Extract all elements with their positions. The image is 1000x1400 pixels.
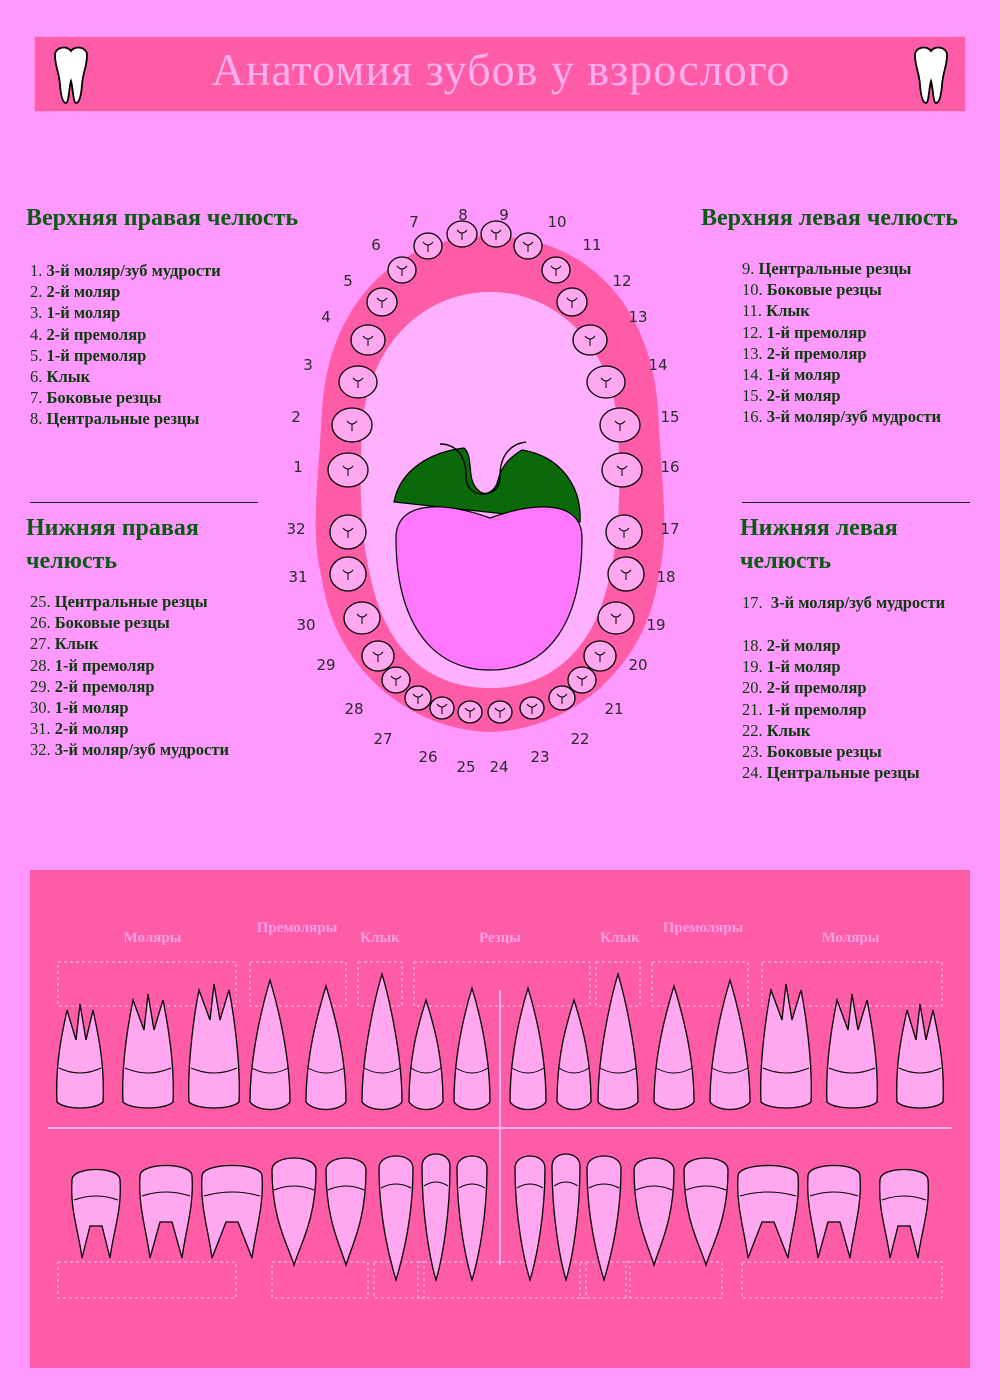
group-label-premolars: Премоляры [256, 920, 338, 936]
lower-left-jaw-title-1: Нижняя левая [740, 515, 898, 541]
lower-tooth-13 [684, 1158, 728, 1265]
upper-tooth-2 [123, 994, 174, 1108]
lower-tooth-2 [140, 1166, 193, 1259]
tooth-number: 5 [343, 272, 353, 290]
list-item: 29. 2-й премоляр [30, 676, 155, 696]
list-item: 9. Центральные резцы [742, 259, 912, 278]
tooth-number: 32 [286, 520, 306, 538]
upper-tooth-15 [827, 994, 878, 1108]
group-bracket [626, 1262, 722, 1298]
list-item: 1. 3-й моляр/зуб мудрости [30, 261, 221, 280]
tooth-number: 31 [288, 568, 308, 586]
upper-tooth-1 [57, 1004, 104, 1108]
upper-right-jaw-section [26, 202, 298, 235]
upper-tooth-10 [557, 1000, 591, 1110]
lower-right-jaw-title-1: Нижняя правая [26, 515, 199, 541]
lower-left-jaw-section [740, 512, 898, 578]
tooth-number: 17 [660, 520, 680, 538]
lower-tooth-3 [202, 1166, 263, 1259]
list-item: 31. 2-й моляр [30, 719, 129, 739]
group-label-molars: Моляры [123, 930, 182, 946]
upper-left-jaw-list [742, 258, 941, 428]
list-item: 25. Центральные резцы [30, 592, 208, 611]
tooth-number: 10 [547, 213, 567, 231]
tooth-number: 25 [456, 758, 476, 776]
tooth-number: 2 [291, 408, 301, 426]
page-title: Анатомия зубов у взрослого [211, 44, 791, 95]
list-item: 32. 3-й моляр/зуб мудрости [30, 740, 229, 760]
lower-tooth-5 [326, 1158, 366, 1265]
tooth-icon [909, 45, 953, 105]
group-bracket [272, 1262, 368, 1298]
list-item: 22. Клык [742, 720, 811, 740]
tooth-number: 12 [612, 272, 632, 290]
teeth-chart [30, 870, 970, 1368]
group-label-canine: Клык [600, 930, 640, 946]
lower-tooth-15 [808, 1166, 861, 1259]
tooth-number: 22 [570, 730, 590, 748]
list-item: 26. Боковые резцы [30, 613, 170, 633]
list-item: 5. 1-й премоляр [30, 345, 147, 365]
tooth-number: 6 [371, 236, 381, 254]
upper-tooth-13 [710, 980, 750, 1110]
tooth-number: 29 [316, 656, 336, 674]
group-bracket [418, 1262, 586, 1298]
upper-left-jaw-section [701, 202, 958, 235]
tooth-number: 1 [293, 458, 303, 476]
lower-tooth-6 [379, 1156, 413, 1280]
tooth-number: 8 [458, 206, 468, 224]
upper-right-jaw-list [30, 260, 221, 430]
title-banner [34, 36, 966, 112]
tooth-number: 11 [582, 236, 602, 254]
mouth-diagram [270, 200, 710, 790]
tooth-number: 9 [499, 206, 509, 224]
tooth-number: 7 [409, 213, 419, 231]
tooth-number: 30 [296, 616, 316, 634]
upper-tooth-14 [761, 984, 812, 1108]
upper-tooth-6 [362, 974, 402, 1110]
list-item: 16. 3-й моляр/зуб мудрости [742, 407, 941, 427]
lower-tooth-12 [634, 1158, 674, 1265]
lower-tooth-16 [880, 1170, 929, 1259]
list-item: 27. Клык [30, 634, 99, 654]
upper-tooth-11 [598, 974, 638, 1110]
tooth-number: 21 [604, 700, 624, 718]
list-item: 30. 1-й моляр [30, 697, 129, 717]
tooth-number: 26 [418, 748, 438, 766]
list-item: 6. Клык [30, 366, 91, 386]
list-item: 3. 1-й моляр [30, 303, 121, 323]
list-item: 19. 1-й моляр [742, 657, 841, 677]
teeth-chart-panel [30, 870, 970, 1368]
upper-tooth-4 [250, 980, 290, 1110]
lower-right-jaw-title-2: челюсть [26, 548, 118, 574]
group-label-incisors: Резцы [478, 930, 521, 946]
tooth-number: 23 [530, 748, 550, 766]
list-item: 20. 2-й премоляр [742, 678, 867, 698]
tooth-number: 27 [373, 730, 393, 748]
list-item: 18. 2-й моляр [742, 636, 841, 655]
group-label-premolars: Премоляры [662, 920, 744, 936]
list-item: 10. Боковые резцы [742, 280, 882, 300]
lower-left-jaw-title-2: челюсть [740, 548, 832, 574]
lower-right-jaw-section [26, 512, 199, 578]
tooth-number: 16 [660, 458, 680, 476]
group-label-molars: Моляры [821, 930, 880, 946]
upper-tooth-3 [189, 984, 240, 1108]
list-item: 12. 1-й премоляр [742, 322, 867, 342]
tooth-number: 4 [321, 308, 331, 326]
group-bracket [58, 1262, 236, 1298]
group-bracket [414, 962, 590, 1006]
lower-left-jaw-list [742, 635, 920, 783]
tooth-number: 28 [344, 700, 364, 718]
list-item: 8. Центральные резцы [30, 409, 200, 429]
tooth-number: 13 [628, 308, 648, 326]
divider [30, 502, 258, 503]
list-item: 24. Центральные резцы [742, 763, 920, 783]
list-item: 21. 1-й премоляр [742, 699, 867, 719]
lower-tooth-10 [552, 1154, 580, 1280]
tooth-number: 15 [660, 408, 680, 426]
tooth-number: 3 [303, 356, 313, 374]
list-item: 14. 1-й моляр [742, 364, 841, 384]
upper-tooth-5 [306, 986, 346, 1110]
list-item: 2. 2-й моляр [30, 282, 121, 302]
upper-left-jaw-title: Верхняя левая челюсть [701, 205, 958, 231]
list-item: 13. 2-й премоляр [742, 343, 867, 363]
upper-tooth-16 [897, 1004, 944, 1108]
list-item: 28. 1-й премоляр [30, 655, 155, 675]
lower-tooth-14 [738, 1166, 799, 1259]
group-bracket [742, 1262, 942, 1298]
upper-tooth-12 [654, 986, 694, 1110]
list-item: 15. 2-й моляр [742, 386, 841, 406]
list-item: 11. Клык [742, 301, 810, 321]
upper-tooth-7 [409, 1000, 443, 1110]
list-item: 7. Боковые резцы [30, 388, 162, 408]
lower-right-jaw-list [30, 591, 229, 761]
tooth-number: 14 [648, 356, 668, 374]
lower-tooth-4 [272, 1158, 316, 1265]
tooth-number: 18 [656, 568, 676, 586]
list-item: 17. 3-й моляр/зуб мудрости [742, 593, 946, 612]
list-item: 4. 2-й премоляр [30, 324, 147, 344]
lower-tooth-1 [72, 1170, 121, 1259]
list-item: 23. Боковые резцы [742, 741, 882, 761]
tooth-number: 19 [646, 616, 666, 634]
lower-left-jaw-first [742, 592, 945, 613]
divider [742, 502, 970, 503]
tooth-number: 24 [489, 758, 509, 776]
tooth-number: 20 [628, 656, 648, 674]
lower-tooth-7 [422, 1154, 450, 1280]
group-label-canine: Клык [360, 930, 400, 946]
upper-right-jaw-title: Верхняя правая челюсть [26, 205, 299, 231]
